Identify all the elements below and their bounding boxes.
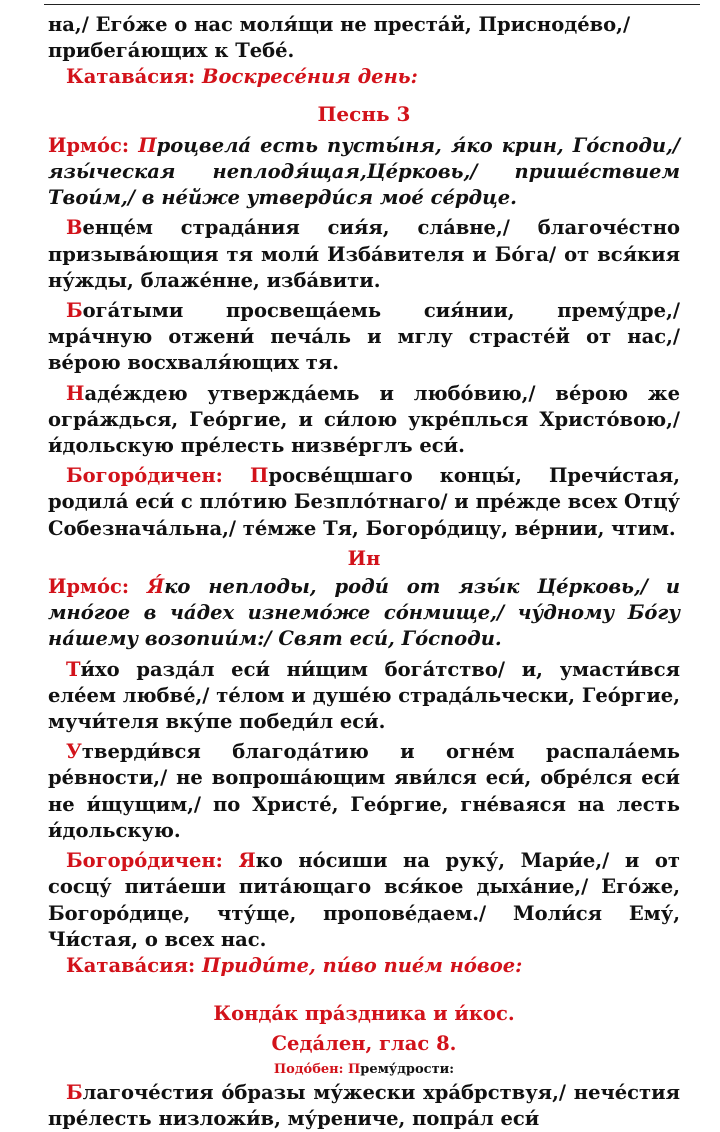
- top-rule: [44, 4, 700, 5]
- troparion-2: [48, 298, 680, 377]
- troparion-initial: Б: [66, 1080, 83, 1104]
- irmos-label: Ирмо́с:: [48, 133, 139, 157]
- theotokion-text: росве́щшаго концы́, Пречи́стая, родила́ еси́ с пло́тию Безпло́тнаго/ и пре́жде всех Отцу́ Собезнача́льна,/ те́мже Тя, Богоро́дицу, ве́рнии, чтим.: [48, 464, 680, 540]
- podoben-text: рему́дрости:: [360, 1061, 455, 1077]
- troparion-initial: Т: [66, 657, 81, 681]
- troparion-text: лагоче́стия о́бразы му́жески хра́брствуя,/ нече́стия пре́лесть низложи́в, му́рениче, попра́л еси́: [48, 1080, 680, 1130]
- katavasia-initial: П: [202, 953, 221, 977]
- section-spacer: [48, 979, 680, 1001]
- theotokion-label: Богоро́дичен:: [66, 464, 251, 488]
- troparion-5: [48, 739, 680, 844]
- katavasia-1: [48, 64, 680, 90]
- intro-line-1: на,/ Его́же о нас моля́щи не преста́й, Присноде́во,/: [48, 13, 631, 36]
- troparion-4: [48, 657, 680, 736]
- irmos-2: [48, 574, 680, 653]
- troparion-text: и́хо разда́л еси́ ни́щим бога́тство/ и, умасти́вся еле́ем любве́,/ те́лом и душе́ю страда́льчески, Гео́ргие, мучи́теля вку́пе победи́л еси́.: [48, 657, 680, 734]
- katavasia-text: риди́те, пи́во пие́м но́вое:: [220, 953, 523, 977]
- irmos-initial: Я́: [147, 575, 165, 599]
- katavasia-initial: В: [202, 65, 219, 89]
- theotokion-1: [48, 463, 680, 542]
- troparion-6: [48, 1080, 680, 1132]
- irmos-text: ко неплоды, роди́ от язы́к Це́рковь,/ и мно́гое в ча́дех изнемо́же со́нмище,/ чу́дному Бо́гу на́шему возопии́м:/ Свят еси́, Го́споди.: [48, 575, 680, 651]
- intro-line-2: прибега́ющих к Тебе́.: [48, 39, 295, 63]
- ode-3-title: Песнь 3: [317, 101, 411, 126]
- intro-text: [48, 12, 680, 64]
- sedalen-title: Седа́лен, глас 8.: [271, 1032, 457, 1056]
- troparion-initial: У: [66, 740, 82, 764]
- irmos-1: [48, 133, 680, 212]
- katavasia-label: Катава́сия:: [66, 65, 203, 89]
- troparion-initial: Б: [66, 299, 83, 323]
- page-text: [48, 12, 680, 1132]
- troparion-initial: В: [66, 216, 83, 240]
- theotokion-2: [48, 848, 680, 953]
- kontakion-title: Конда́к пра́здника и и́кос.: [213, 1002, 515, 1026]
- podoben-label: Подо́бен:: [273, 1061, 348, 1077]
- podoben-initial: П: [347, 1061, 361, 1077]
- troparion-text: аде́ждею утвержда́емь и любо́вию,/ ве́рою же огра́ждься, Гео́ргие, и си́лою укре́плься Христо́вою,/ и́дольскую пре́лесть низве́рглъ еси́.: [48, 381, 680, 458]
- katavasia-label: Катава́сия:: [66, 953, 203, 977]
- theotokion-initial: П: [250, 464, 269, 488]
- irmos-initial: П: [138, 133, 157, 157]
- troparion-initial: Н: [66, 381, 85, 405]
- theotokion-label: Богоро́дичен:: [66, 849, 239, 873]
- theotokion-text: ко но́сиши на руку́, Мари́е,/ и от сосцу́ пита́еши пита́ющаго вся́кое дыха́ние,/ Его́же, Богоро́дице, чту́ще, пропове́даем./ Моли́ся Ему́, Чи́стая, о всех нас.: [48, 849, 680, 951]
- katavasia-text: оскресе́ния день:: [218, 65, 418, 89]
- theotokion-initial: Я: [238, 849, 256, 873]
- katavasia-2: [48, 953, 680, 979]
- troparion-text: тверди́вся благода́тию и огне́м распала́емь ре́вности,/ не вопроша́ющим яви́лся еси́, обре́лся еси́ не и́щущим,/ по Христе́, Гео́ргие, гне́ваяся на лесть и́дольскую.: [48, 740, 680, 842]
- troparion-3: [48, 381, 680, 460]
- irmos-text: роцвела́ есть пусты́ня, я́ко крин, Го́споди,/ язы́ческая неплодя́щая,Це́рковь,/ прише́ствием Твои́м,/ в не́йже утверди́ся мое́ се́рдце.: [48, 133, 680, 210]
- podoben-line: [48, 1060, 680, 1080]
- troparion-text: ога́тыми просвеща́емь сия́нии, прему́дре,/ мра́чную отжени́ печа́ль и мглу страсте́й от нас,/ ве́рою восхваля́ющих тя.: [48, 299, 680, 375]
- irmos-label: Ирмо́с:: [48, 575, 147, 599]
- troparion-text: енце́м страда́ния сия́я, сла́вне,/ благоче́стно призыва́ющия тя моли́ Изба́вителя и Бо́га/ от вся́кия ну́жды, блаже́нне, изба́вити.: [48, 216, 680, 292]
- in-title: Ин: [347, 546, 381, 570]
- troparion-1: [48, 215, 680, 294]
